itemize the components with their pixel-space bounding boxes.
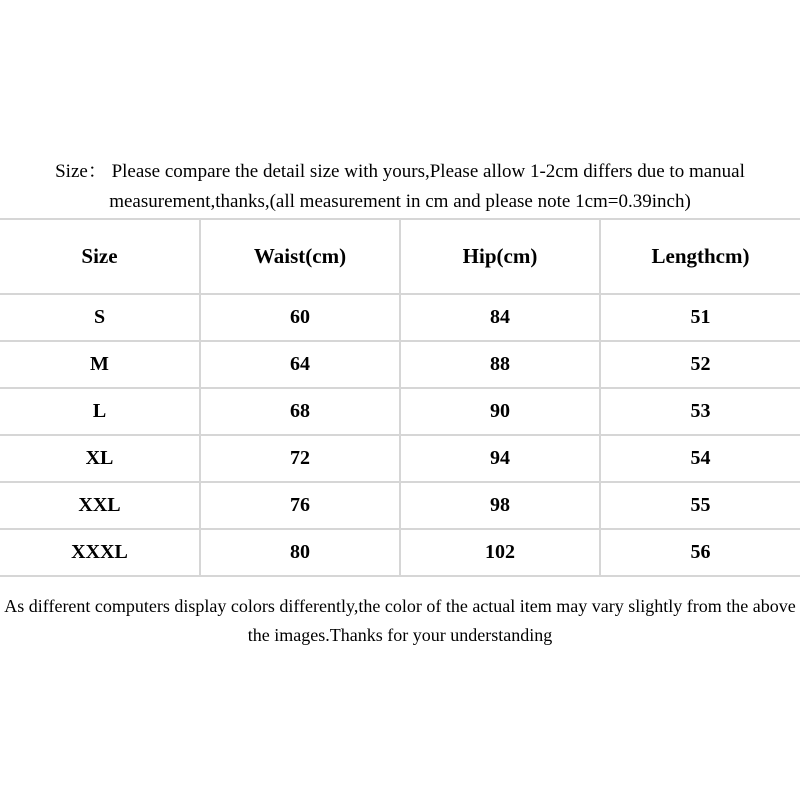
length-cell: 53 <box>690 400 711 422</box>
size-cell: XL <box>0 435 200 482</box>
hip-cell: 102 <box>400 529 600 576</box>
waist-cell: 76 <box>200 482 400 529</box>
size-cell: L <box>0 388 200 435</box>
size-note-line-1: Size： Please compare the detail size with yours,Please allow 1-2cm differs due to manual <box>55 161 745 182</box>
hip-cell: 98 <box>400 482 600 529</box>
color-disclaimer <box>0 592 800 650</box>
table-row <box>0 482 800 529</box>
waist-cell: 68 <box>200 388 400 435</box>
length-cell: 51 <box>690 306 711 328</box>
length-cell: 52 <box>690 353 711 375</box>
waist-cell: 64 <box>200 341 400 388</box>
column-header-size: Size <box>0 219 200 294</box>
waist-cell: 80 <box>200 529 400 576</box>
column-header-hip: Hip(cm) <box>400 219 600 294</box>
size-cell: S <box>0 294 200 341</box>
waist-cell: 72 <box>200 435 400 482</box>
hip-cell: 94 <box>400 435 600 482</box>
color-disclaimer-line-1: As different computers display colors differently,the color of the actual item may vary slightly from the above <box>4 596 796 616</box>
table-row <box>0 294 800 341</box>
size-note-line-2: measurement,thanks,(all measurement in cm and please note 1cm=0.39inch) <box>109 191 691 212</box>
column-header-length: Lengthcm) <box>651 244 750 268</box>
length-cell: 55 <box>690 494 711 516</box>
size-cell: M <box>0 341 200 388</box>
size-cell: XXXL <box>0 529 200 576</box>
table-row <box>0 388 800 435</box>
color-disclaimer-line-2: the images.Thanks for your understanding <box>247 625 553 645</box>
table-row <box>0 529 800 576</box>
hip-cell: 84 <box>400 294 600 341</box>
table-row <box>0 341 800 388</box>
table-row <box>0 435 800 482</box>
size-note <box>0 157 800 217</box>
waist-cell: 60 <box>200 294 400 341</box>
hip-cell: 88 <box>400 341 600 388</box>
hip-cell: 90 <box>400 388 600 435</box>
length-cell: 56 <box>690 541 711 563</box>
column-header-waist: Waist(cm) <box>200 219 400 294</box>
size-cell: XXL <box>0 482 200 529</box>
length-cell: 54 <box>690 447 711 469</box>
header-row <box>0 219 800 294</box>
size-table <box>0 218 800 577</box>
